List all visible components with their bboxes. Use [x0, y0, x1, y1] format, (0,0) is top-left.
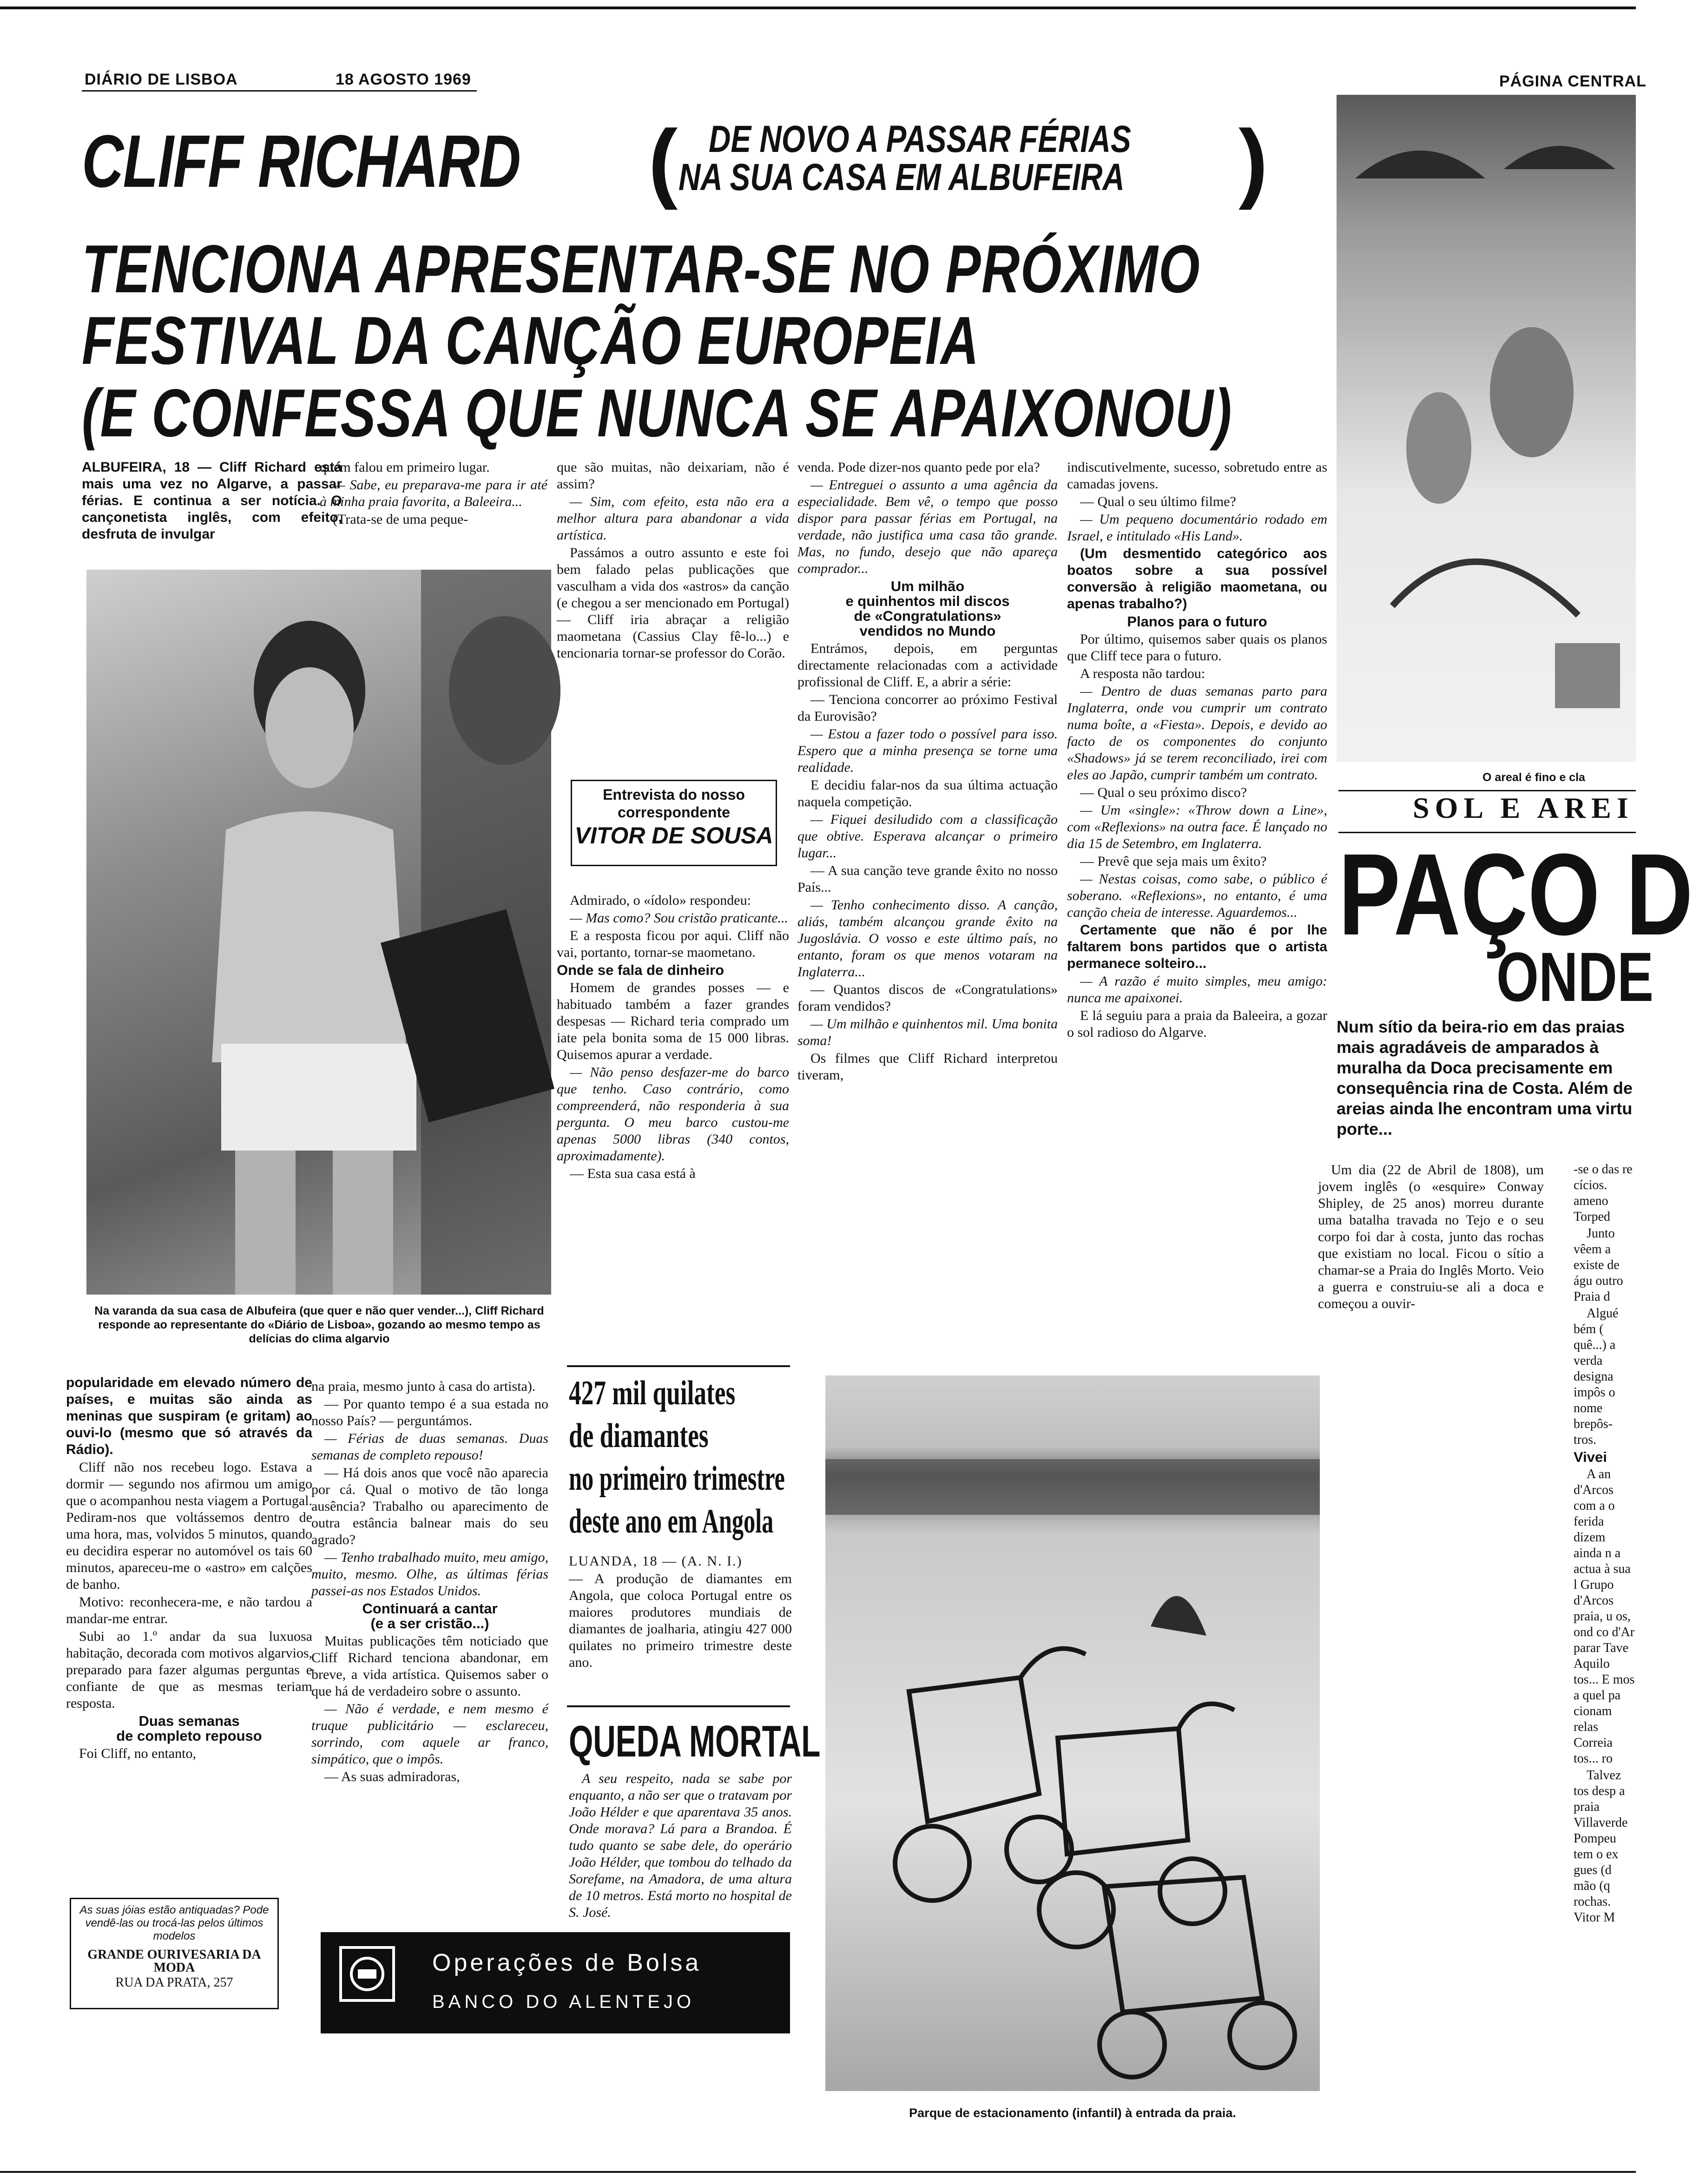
cliff-photo — [86, 570, 551, 1295]
paragraph: Certamente que não é por lhe faltarem bons partidos que o artista permanece solteiro... — [1067, 922, 1327, 971]
paragraph: — Tenho trabalhado muito, meu amigo, muito, mesmo. Olhe, as últimas férias passei-as nos Estados Unidos. — [311, 1550, 548, 1599]
cliff-photo-illustration — [86, 570, 551, 1295]
beach-photo-caption: O areal é fino e cla — [1482, 771, 1585, 784]
paragraph: — A razão é muito simples, meu amigo: nunca me apaixonei. — [1067, 974, 1327, 1006]
paragraph: — Estou a fazer todo o possível para isso. Espero que a minha presença se torne uma realidade. — [797, 726, 1058, 775]
paragraph: A resposta não tardou: — [1080, 666, 1206, 681]
paragraph: Um dia (22 de Abril de 1808), um jovem inglês (o «esquire» Conway Shipley, de 25 anos) morreu durante uma batalha travada no Tejo e o seu corpo foi dar à costa, junto das rochas que existiam no local. Ficou o sítio a chamar-se a Praia do Inglês Morto. Veio a guerra e construiu-se ali a doca e começou a ouvir- — [1318, 1162, 1544, 1311]
correspondent-box — [571, 780, 777, 866]
paragraph: — Um milhão e quinhentos mil. Uma bonita soma! — [797, 1016, 1058, 1048]
diamonds-headline-4: deste ano em Angola — [569, 1502, 774, 1540]
paragraph: Algué bém ( quê...) a verda designa impôs o nome brepôs- tros. — [1574, 1306, 1619, 1447]
subheading: de «Congratulations» — [854, 608, 1001, 624]
headline-line2: TENCIONA APRESENTAR-SE NO PRÓXIMO — [82, 231, 1201, 307]
beach-illustration — [1337, 95, 1636, 762]
subheading: Onde se fala de dinheiro — [557, 962, 725, 978]
paragraph: (Um desmentido categórico aos boatos sobre a sua possível conversão à religião maometana, ou apenas trabalho?) — [1067, 546, 1327, 612]
diamonds-story — [569, 1372, 792, 1672]
paragraph: — Há dois anos que você não aparecia por cá. Qual o motivo de tão longa ausência? Trabalho ou aparecimento de outra estância balnear mais do seu agrado? — [311, 1465, 548, 1547]
paragraph: Talvez tos desp a praia Villaverde Pompeu tem o ex gues (d mão (q rochas. Vitor M — [1574, 1768, 1628, 1925]
paragraph: — Dentro de duas semanas parto para Inglaterra, onde vou cumprir um contrato numa boîte, a «Fiesta». Depois, e devido ao facto de os componentes do conjunto «Shadows» já se terem reconciliado, irei com eles ao Japão, cumprir também um contrato. — [1067, 684, 1327, 783]
subheading: Continuará a cantar — [362, 1600, 498, 1617]
paragraph: indiscutivelmente, sucesso, sobretudo entre as camadas jovens. — [1067, 460, 1327, 492]
headline-aside-1: DE NOVO A PASSAR FÉRIAS — [709, 118, 1131, 160]
diamonds-rule — [567, 1365, 790, 1367]
article-col5 — [1067, 459, 1327, 1042]
paragraph: popularidade em elevado número de países, e muitas são ainda as meninas que suspiram (e gritam) ao ouvi-lo (mesmo que só através da Rádio). — [66, 1375, 312, 1457]
section-label: PÁGINA CENTRAL — [1499, 72, 1647, 90]
paragraph: — Fiquei desiludido com a classificação que obtive. Esperava alcançar o primeiro lugar... — [797, 812, 1058, 861]
ad-jewelry-text: As suas jóias estão antiquadas? Pode vendê-las ou trocá-las pelos últimos modelos — [79, 1904, 269, 1942]
paragraph: Junto vêem a existe de águ outro Praia d — [1574, 1226, 1623, 1304]
headline-main: CLIFF RICHARD — [82, 119, 520, 203]
subheading: Um milhão — [890, 578, 965, 594]
headline-line3: FESTIVAL DA CANÇÃO EUROPEIA — [82, 303, 980, 378]
diamonds-headline-2: de diamantes — [569, 1417, 709, 1455]
paragraph: — Um pequeno documentário rodado em Israel, e intitulado «His Land». — [1067, 512, 1327, 544]
paragraph: — Tenciona concorrer ao próximo Festival da Eurovisão? — [797, 692, 1058, 724]
paragraph: Por último, quisemos saber quais os planos que Cliff tece para o futuro. — [1067, 632, 1327, 664]
paragraph: Cliff não nos recebeu logo. Estava a dormir — segundo nos afirmou um amigo que o acompanhou nesta viagem a Portugal. Pediram-nos que voltássemos dentro de uma hora, mas, volvidos 5 minutos, quando eu decidira esperar no automóvel os tais 60 minutos, apareceu-me o «astro» em calções de banho. — [66, 1460, 312, 1592]
beach-photo — [1337, 95, 1636, 762]
paragraph: Muitas publicações têm noticiado que Cliff Richard tenciona abandonar, em breve, a vida artística. Quisemos saber o que há de verdadeiro sobre o assunto. — [311, 1633, 548, 1699]
right-lead: Num sítio da beira-rio em das praias mais agradáveis de amparados à muralha da Doca precisamente em consequência rina de Costa. Além de areias ainda lhe encontram uma virtu porte... — [1337, 1017, 1633, 1138]
header-rule — [82, 90, 477, 92]
paragraph: — Nestas coisas, como sabe, o público é soberano. «Reflexions», no entanto, é uma canção cheia de interesse. Aguardemos... — [1067, 871, 1327, 920]
paragraph: — Não é verdade, e nem mesmo é truque publicitário — esclareceu, sorrindo, com aquele ar franco, simpático, que o impôs. — [311, 1701, 548, 1767]
paragraph: — Tenho conhecimento disso. A canção, aliás, também alcançou grande êxito na Jugoslávia. O vosso e este último país, no entanto, foram os que menos votaram na Inglaterra... — [797, 897, 1058, 980]
paragraph: Foi Cliff, no entanto, — [79, 1746, 196, 1761]
article-lead: ALBUFEIRA, 18 — Cliff Richard está mais uma vez no Algarve, a passar férias. E continua a ser notícia. O cançonetista inglês, com efeito, desfruta de invulgar — [82, 460, 342, 542]
newspaper-name: DIÁRIO DE LISBOA — [85, 71, 238, 88]
ad-jewelry-name: GRANDE OURIVESARIA DA MODA — [87, 1947, 261, 1975]
article-col3-top — [557, 459, 789, 663]
paragraph: — Esta sua casa está à — [570, 1166, 696, 1181]
paragraph: Entrámos, depois, em perguntas directamente relacionadas com a actividade profissional de Cliff. E, a abrir a série: — [797, 641, 1058, 690]
paragraph: Admirado, o «ídolo» respondeu: — [570, 893, 751, 908]
ad-bank-title: Operações de Bolsa — [432, 1949, 702, 1976]
queda-headline: QUEDA MORTAL — [569, 1717, 821, 1766]
subheading: de completo repouso — [116, 1728, 262, 1744]
strollers-photo — [825, 1375, 1320, 2091]
paragraph: — Quantos discos de «Congratulations» foram vendidos? — [797, 982, 1058, 1014]
paragraph: Passámos a outro assunto e este foi bem falado pelas publicações que vasculham a vida dos «astros» da canção (e chegou a ser mencionado em Portugal) — Cliff iria abraçar a religião maometana (Cassius Clay fê-lo...) e tencionaria tornar-se professor do Corão. — [557, 545, 789, 661]
paragraph: — Férias de duas semanas. Duas semanas de completo repouso! — [311, 1431, 548, 1463]
strollers-illustration — [825, 1375, 1320, 2091]
article-col1-top — [82, 459, 342, 544]
article-col1-bottom — [66, 1375, 312, 1763]
paragraph: (Trata-se de uma peque- — [333, 512, 468, 527]
paragraph: na praia, mesmo junto à casa do artista). — [311, 1379, 536, 1394]
paragraph: — Um «single»: «Throw down a Line», com «Reflexions» na outra face. É lançado no dia 15 de Setembro, em Inglaterra. — [1067, 803, 1327, 851]
queda-rule — [567, 1705, 790, 1707]
paragraph: — Entreguei o assunto a uma agência da especialidade. Bem vê, o tempo que posso dispor para passar férias em Portugal, na verdade, não justifica uma casa tão grande. Mas, no fundo, desejo que não apareça comprador... — [797, 477, 1058, 576]
correspondent-label: correspondente — [618, 804, 730, 821]
paragraph: — Por quanto tempo é a sua estada no nosso País? — perguntámos. — [311, 1396, 548, 1428]
ad-jewelry-address: RUA DA PRATA, 257 — [115, 1975, 233, 1990]
paragraph: -se o das re cícios. ameno Torped — [1574, 1162, 1633, 1224]
paragraph: Subi ao 1.º andar da sua luxuosa habitação, decorada com motivos algarvios, preparado para fazer algumas perguntas e confiante de que as mesmas teriam resposta. — [66, 1629, 312, 1711]
queda-body: A seu respeito, nada se sabe por enquanto, a não ser que o tratavam por João Hélder e que aparentava 35 anos. Onde morava? Lá para a Brandoa. É tudo quanto se sabe dele, do operário João Hélder, que tombou do telhado da Sorefame, na Amadora, de uma altura de 10 metros. Está morto no hospital de S. José. — [569, 1771, 792, 1920]
issue-date: 18 AGOSTO 1969 — [336, 71, 471, 88]
paragraph: quem falou em primeiro lugar. — [320, 460, 490, 475]
paragraph: E decidiu falar-nos da sua última actuação naquela competição. — [797, 777, 1058, 809]
bottom-rule — [0, 2171, 1636, 2173]
paragraph: — Mas como? Sou cristão praticante... — [570, 910, 788, 926]
right-headline: PAÇO D — [1338, 829, 1693, 959]
ad-bank-name: BANCO DO ALENTEJO — [432, 1992, 695, 2012]
headline-paren-close: ) — [1238, 112, 1268, 211]
paragraph: — Qual o seu último filme? — [1080, 494, 1236, 509]
bank-logo-icon — [339, 1946, 395, 2002]
subheading: Planos para o futuro — [1127, 613, 1267, 630]
article-col2-bottom — [311, 1378, 548, 1786]
ad-bank — [321, 1932, 790, 2033]
article-col4 — [797, 459, 1058, 1085]
right-subhead: ONDE — [1496, 938, 1654, 1016]
paragraph: Motivo: reconhecera-me, e não tardou a mandar-me entrar. — [66, 1594, 312, 1626]
diamonds-headline-3: no primeiro trimestre — [569, 1460, 785, 1498]
subheading: vendidos no Mundo — [859, 623, 996, 639]
headline-line4: (E CONFESSA QUE NUNCA SE APAIXONOU) — [82, 375, 1232, 451]
article-col2-top — [320, 459, 547, 529]
subheading: (e a ser cristão...) — [370, 1615, 489, 1631]
queda-story — [569, 1717, 821, 1922]
paragraph: — Sabe, eu preparava-me para ir até à minha praia favorita, a Baleeira... — [320, 477, 547, 509]
cliff-photo-caption: Na varanda da sua casa de Albufeira (que quer e não quer vender...), Cliff Richard responde ao representante do «Diário de Lisboa», gozando ao mesmo tempo as delícias do clima algarvio — [94, 1304, 544, 1345]
paragraph: E a resposta ficou por aqui. Cliff não vai, portanto, tornar-se maometano. — [557, 928, 789, 960]
right-kicker: SOL E AREI — [1413, 791, 1634, 824]
paragraph: Homem de grandes posses — e habituado também a fazer grandes despesas — Richard teria comprado um iate pela bonita soma de 15 000 libras. Quisemos apurar a verdade. — [557, 980, 789, 1062]
subheading: Vivei — [1574, 1449, 1607, 1465]
paragraph: — A sua canção teve grande êxito no nosso País... — [797, 863, 1058, 895]
right-para1 — [1318, 1162, 1544, 1313]
right-edge-column — [1574, 1162, 1636, 1927]
subheading: e quinhentos mil discos — [845, 593, 1010, 609]
headline-paren-open: ( — [648, 112, 678, 211]
article-col3-mid — [557, 892, 789, 1183]
subheading: Duas semanas — [138, 1713, 240, 1729]
ad-jewelry — [70, 1898, 279, 2009]
paragraph: — Não penso desfazer-me do barco que tenho. Caso contrário, como compreenderá, não responderia à sua pergunta. O meu barco custou-me apenas 5000 libras (340 contos, aproximadamente). — [557, 1065, 789, 1164]
correspondent-name: VITOR DE SOUSA — [574, 822, 773, 849]
diamonds-headline-1: 427 mil quilates — [569, 1374, 736, 1412]
strollers-caption: Parque de estacionamento (infantil) à entrada da praia. — [909, 2106, 1236, 2120]
paragraph: Os filmes que Cliff Richard interpretou tiveram, — [797, 1051, 1058, 1083]
paragraph: A an d'Arcos com a o ferida dizem ainda n a actua à sua l Grupo d'Arcos praia, u os, ond co d'Ar parar Tave Aquilo tos... E mos a quel pa cionam relas Correia tos... ro — [1574, 1467, 1635, 1766]
paragraph: venda. Pode dizer-nos quanto pede por ela? — [797, 460, 1040, 475]
paragraph: que são muitas, não deixariam, não é assim? — [557, 460, 789, 492]
headline-aside-2: NA SUA CASA EM ALBUFEIRA — [679, 156, 1125, 198]
diamonds-body: — A produção de diamantes em Angola, que coloca Portugal entre os maiores produtores mundiais de diamantes de joalharia, atingiu 427 000 quilates no primeiro trimestre deste ano. — [569, 1571, 792, 1670]
paragraph: E lá seguiu para a praia da Baleeira, a gozar o sol radioso do Algarve. — [1067, 1008, 1327, 1040]
paragraph: — Prevê que seja mais um êxito? — [1080, 854, 1267, 869]
diamonds-dateline: LUANDA, 18 — (A. N. I.) — [569, 1553, 743, 1569]
correspondent-label: Entrevista do nosso — [603, 786, 745, 803]
top-rule — [0, 7, 1636, 9]
paragraph: — Qual o seu próximo disco? — [1080, 785, 1247, 800]
paragraph: — As suas admiradoras, — [324, 1769, 460, 1784]
paragraph: — Sim, com efeito, esta não era a melhor altura para abandonar a vida artística. — [557, 494, 789, 543]
